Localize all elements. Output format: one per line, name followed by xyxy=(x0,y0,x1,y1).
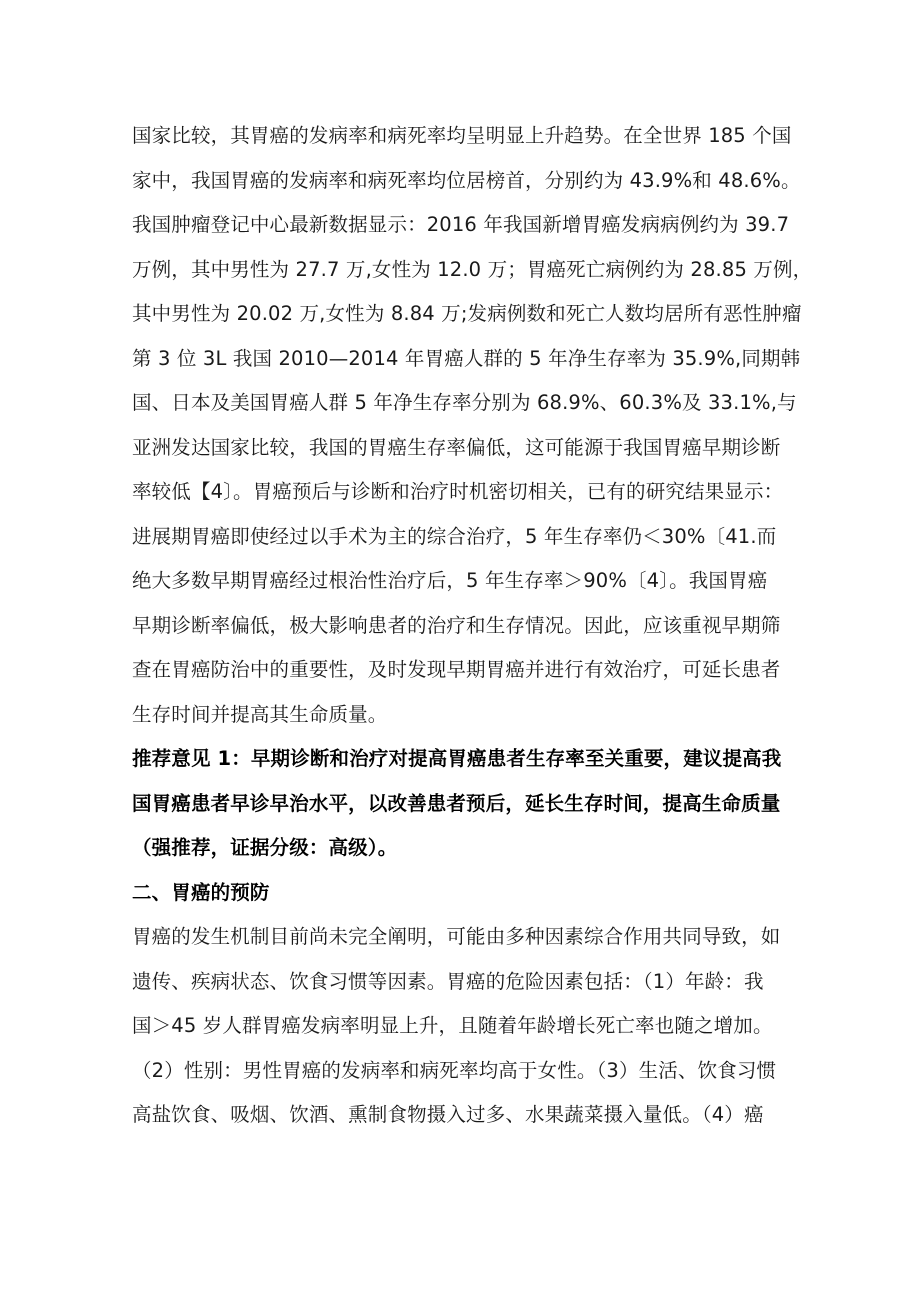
text-line: 国、日本及美国胃癌人群 5 年净生存率分别为 68.9%、60.3%及 33.1%,与 xyxy=(132,391,797,414)
section-heading: 二、胃癌的预防 xyxy=(132,880,270,904)
text-line: 我国肿瘤登记中心最新数据显示：2016 年我国新增胃癌发病病例约为 39.7 xyxy=(132,213,790,236)
text-line: 查在胃癌防治中的重要性，及时发现早期胃癌并进行有效治疗，可延长患者 xyxy=(132,658,781,681)
recommendation-line: 推荐意见 1：早期诊断和治疗对提高胃癌患者生存率至关重要，建议提高我 xyxy=(132,747,782,770)
recommendation-line: 国胃癌患者早诊早治水平，以改善患者预后，延长生存时间，提高生命质量 xyxy=(132,791,781,815)
text-line: 高盐饮食、吸烟、饮酒、熏制食物摄入过多、水果蔬菜摄入量低。（4）癌 xyxy=(132,1103,764,1126)
text-line: 家中，我国胃癌的发病率和病死率均位居榜首，分别约为 43.9%和 48.6%。 xyxy=(132,168,801,192)
text-line: 遗传、疾病状态、饮食习惯等因素。胃癌的危险因素包括：（1）年龄：我 xyxy=(132,969,764,993)
paragraph-survival-statistics xyxy=(132,114,813,737)
text-line: 早期诊断率偏低，极大影响患者的治疗和生存情况。因此，应该重视早期筛 xyxy=(132,613,781,637)
document-body xyxy=(132,114,813,1138)
text-line: 万例，其中男性为 27.7 万,女性为 12.0 万；胃癌死亡病例约为 28.85 万例， xyxy=(132,257,813,281)
recommendation-line: （强推荐，证据分级：高级）。 xyxy=(132,836,398,859)
text-line: 生存时间并提高其生命质量。 xyxy=(132,702,388,726)
text-line: 亚洲发达国家比较，我国的胃癌生存率偏低，这可能源于我国胃癌早期诊断 xyxy=(132,435,781,459)
text-line: 进展期胃癌即使经过以手术为主的综合治疗，5 年生存率仍＜30%〔41.而 xyxy=(132,524,777,548)
text-line: 绝大多数早期胃癌经过根治性治疗后，5 年生存率＞90%〔4〕。我国胃癌 xyxy=(132,569,768,592)
text-line: 第 3 位 3L 我国 2010—2014 年胃癌人群的 5 年净生存率为 35.9%,同期韩 xyxy=(132,346,801,370)
recommendation-1 xyxy=(132,737,792,871)
paragraph-risk-factors xyxy=(132,915,792,1138)
text-line: 国家比较，其胃癌的发病率和病死率均呈明显上升趋势。在全世界 185 个国 xyxy=(132,124,792,147)
text-line: 其中男性为 20.02 万,女性为 8.84 万;发病例数和死亡人数均居所有恶性肿瘤 xyxy=(132,302,802,325)
text-line: 胃癌的发生机制目前尚未完全阐明，可能由多种因素综合作用共同导致，如 xyxy=(132,925,781,948)
text-line: 国＞45 岁人群胃癌发病率明显上升，且随着年龄增长死亡率也随之增加。 xyxy=(132,1014,773,1037)
text-line: 率较低【4〕。胃癌预后与诊断和治疗时机密切相关，已有的研究结果显示： xyxy=(132,480,784,503)
text-line: （2）性别：男性胃癌的发病率和病死率均高于女性。（3）生活、饮食习惯 xyxy=(132,1058,777,1082)
